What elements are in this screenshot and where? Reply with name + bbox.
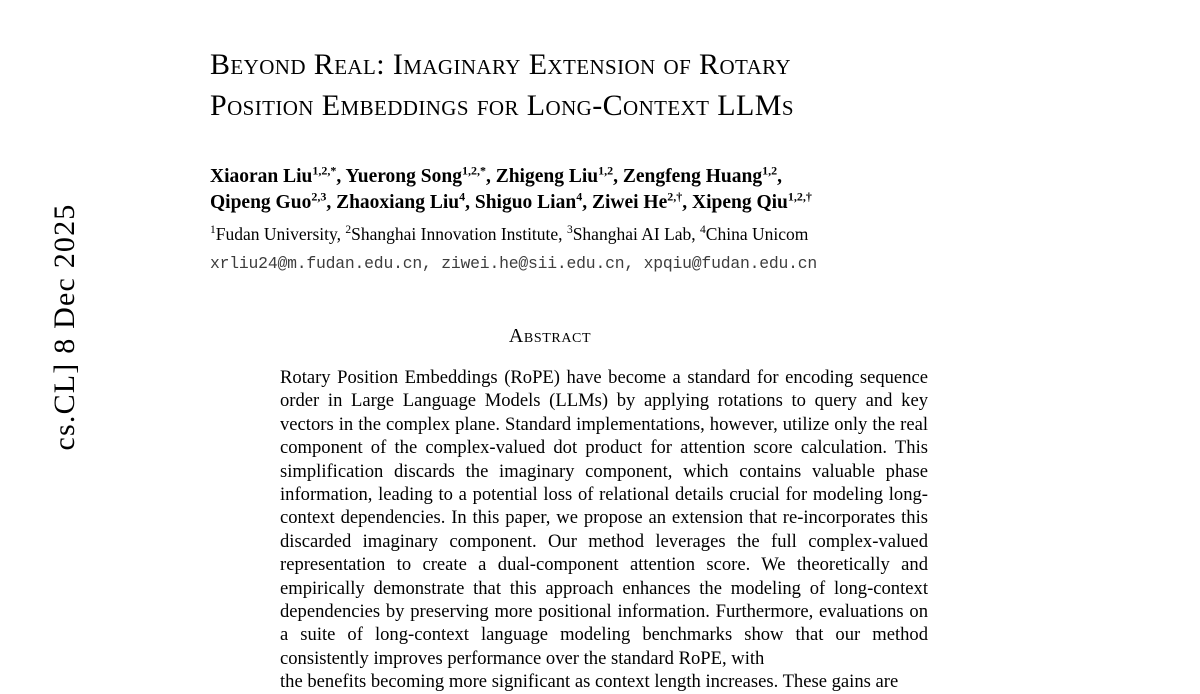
author-affil-marker: 1,2 [598, 163, 614, 178]
title-line-2: Position Embeddings for Long-Context LLMs [210, 89, 794, 122]
author-separator: , [582, 192, 592, 213]
author-separator: , [326, 192, 337, 213]
arxiv-stamp [0, 0, 120, 648]
author-separator: , [613, 166, 623, 187]
abstract-paragraph-clipped: the benefits becoming more significant as context length increases. These gains are [280, 671, 899, 693]
author-name: Shiguo Lian [474, 192, 577, 213]
abstract-heading: Abstract [508, 325, 592, 347]
author-affil-marker: 4 [459, 189, 466, 204]
affiliation-list [210, 223, 1000, 245]
page-title [210, 0, 1000, 126]
arxiv-stamp-text: cs.CL] 8 Dec 2025 [48, 203, 81, 451]
author-separator: , [682, 192, 692, 213]
author-separator: , [336, 166, 346, 187]
author-emails: xrliu24@m.fudan.edu.cn, ziwei.he@sii.edu.cn, xpqiu@fudan.edu.cn [210, 254, 818, 273]
paper-page [210, 0, 1000, 693]
affiliation-marker: 3 [566, 224, 573, 237]
author-separator: , [465, 192, 475, 213]
affiliation-name: Shanghai AI Lab, [572, 224, 696, 244]
author-affil-marker: 1,2,* [461, 163, 486, 178]
author-separator: , [777, 166, 782, 187]
author-name: Yuerong Song [345, 166, 462, 187]
author-affil-marker: 1,2 [762, 163, 778, 178]
author-affil-marker: 4 [576, 189, 583, 204]
title-line-1: Beyond Real: Imaginary Extension of Rotary [210, 48, 791, 81]
author-name: Xiaoran Liu [210, 166, 313, 187]
author-separator: , [485, 166, 496, 187]
abstract-paragraph: Rotary Position Embeddings (RoPE) have become a standard for encoding sequence order in Large Language Models (LLMs) by applying rotations to query and key vectors in the complex plane. Standard implementations, however, utilize only the real component of the complex-valued dot product for attention score calculation. This simplification discards the imaginary component, which contains valuable phase information, leading to a potential loss of relational details crucial for modeling long-context dependencies. In this paper, we propose an extension that re-incorporates this discarded imaginary component. Our method leverages the full complex-valued representation to create a dual-component attention score. We theoretically and empirically demonstrate that this approach enhances the modeling of long-context dependencies by preserving more positional information. Furthermore, evaluations on a suite of long-context language modeling benchmarks show that our method consistently improves performance over the standard RoPE, with [280, 367, 928, 669]
author-name: Zengfeng Huang [622, 166, 763, 187]
author-line-2 [210, 190, 1000, 216]
author-affil-marker: 2,† [667, 189, 683, 204]
author-affil-marker: 1,2,* [312, 163, 337, 178]
author-name: Ziwei He [591, 192, 668, 213]
affiliation-name: Fudan University, [215, 224, 341, 244]
author-affil-marker: 2,3 [311, 189, 327, 204]
author-name: Zhigeng Liu [495, 166, 599, 187]
affiliation-marker: 2 [345, 224, 352, 237]
affiliation-name: Shanghai Innovation Institute, [351, 224, 563, 244]
affiliation-marker: 1 [210, 224, 216, 237]
author-name: Xipeng Qiu [691, 192, 788, 213]
affiliation-marker: 4 [700, 224, 706, 237]
abstract-body [280, 366, 928, 694]
author-list [210, 164, 1000, 216]
affiliation-name: China Unicom [705, 224, 809, 244]
author-name: Zhaoxiang Liu [336, 192, 460, 213]
author-name: Qipeng Guo [210, 192, 312, 213]
author-affil-marker: 1,2,† [787, 189, 812, 204]
author-line-1 [210, 164, 1000, 190]
